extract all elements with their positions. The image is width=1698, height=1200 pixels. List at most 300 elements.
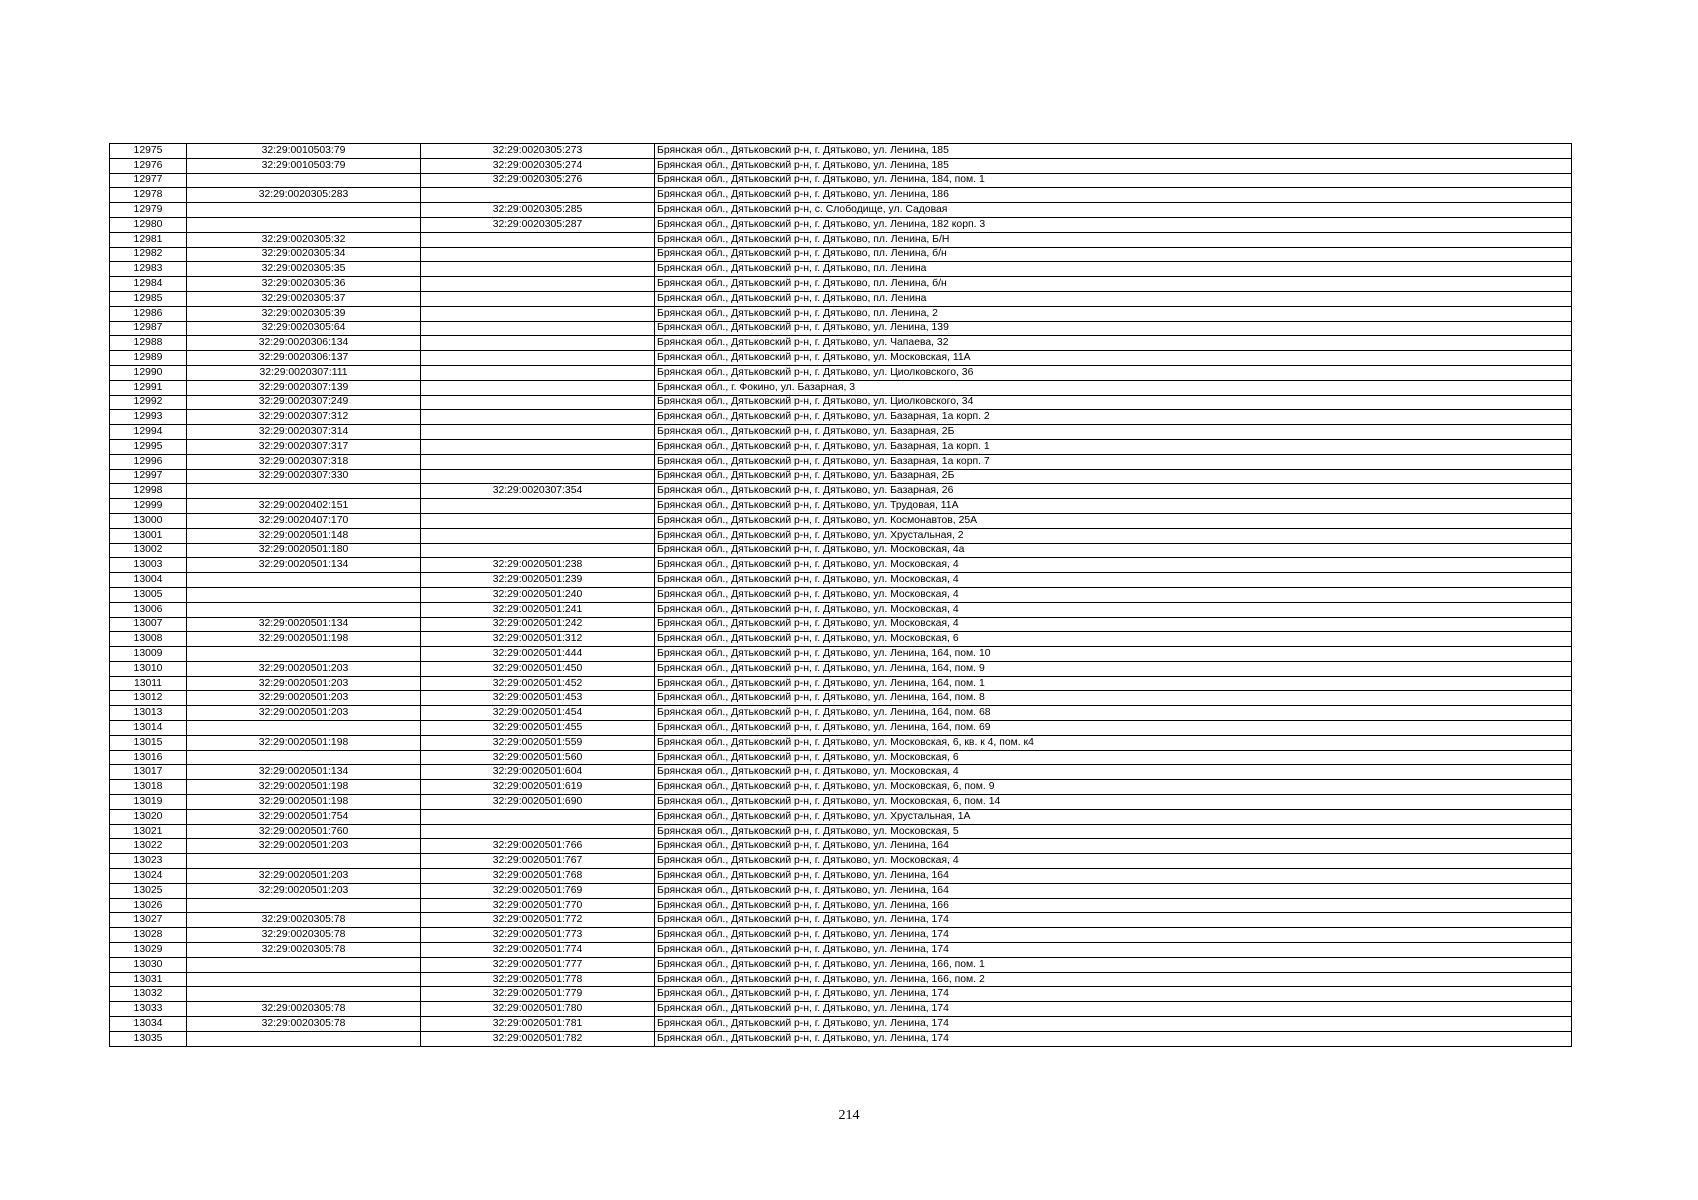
object-cadastral-number-cell: [421, 291, 655, 306]
parcel-cadastral-number-cell: 32:29:0020305:78: [187, 1017, 421, 1032]
row-number-cell: 13000: [110, 513, 187, 528]
table-row: [110, 824, 1572, 839]
table-row: [110, 499, 1572, 514]
table-row: [110, 425, 1572, 440]
address-cell: Брянская обл., Дятьковский р-н, г. Дятьково, ул. Московская, 5: [655, 824, 1572, 839]
object-cadastral-number-cell: 32:29:0020501:454: [421, 706, 655, 721]
parcel-cadastral-number-cell: 32:29:0020307:249: [187, 395, 421, 410]
row-number-cell: 13002: [110, 543, 187, 558]
registry-table-body: [110, 144, 1572, 1047]
parcel-cadastral-number-cell: 32:29:0020501:198: [187, 780, 421, 795]
table-row: [110, 395, 1572, 410]
object-cadastral-number-cell: 32:29:0020501:772: [421, 913, 655, 928]
row-number-cell: 12984: [110, 277, 187, 292]
row-number-cell: 13017: [110, 765, 187, 780]
parcel-cadastral-number-cell: 32:29:0020501:203: [187, 839, 421, 854]
table-row: [110, 247, 1572, 262]
parcel-cadastral-number-cell: [187, 587, 421, 602]
table-row: [110, 987, 1572, 1002]
address-cell: Брянская обл., Дятьковский р-н, г. Дятьково, ул. Ленина, 164, пом. 8: [655, 691, 1572, 706]
row-number-cell: 13022: [110, 839, 187, 854]
parcel-cadastral-number-cell: 32:29:0020501:148: [187, 528, 421, 543]
row-number-cell: 13004: [110, 573, 187, 588]
table-row: [110, 321, 1572, 336]
object-cadastral-number-cell: 32:29:0020501:779: [421, 987, 655, 1002]
object-cadastral-number-cell: 32:29:0020501:453: [421, 691, 655, 706]
row-number-cell: 13021: [110, 824, 187, 839]
address-cell: Брянская обл., Дятьковский р-н, г. Дятьково, ул. Базарная, 2Б: [655, 469, 1572, 484]
table-row: [110, 365, 1572, 380]
row-number-cell: 13032: [110, 987, 187, 1002]
parcel-cadastral-number-cell: 32:29:0020501:134: [187, 558, 421, 573]
object-cadastral-number-cell: [421, 439, 655, 454]
parcel-cadastral-number-cell: 32:29:0020501:203: [187, 883, 421, 898]
table-row: [110, 336, 1572, 351]
parcel-cadastral-number-cell: [187, 217, 421, 232]
parcel-cadastral-number-cell: 32:29:0020305:283: [187, 188, 421, 203]
object-cadastral-number-cell: [421, 395, 655, 410]
address-cell: Брянская обл., Дятьковский р-н, г. Дятьково, ул. Ленина, 164: [655, 869, 1572, 884]
object-cadastral-number-cell: [421, 336, 655, 351]
parcel-cadastral-number-cell: [187, 484, 421, 499]
row-number-cell: 13024: [110, 869, 187, 884]
address-cell: Брянская обл., Дятьковский р-н, г. Дятьково, ул. Московская, 4: [655, 573, 1572, 588]
address-cell: Брянская обл., Дятьковский р-н, г. Дятьково, ул. Циолковского, 36: [655, 365, 1572, 380]
table-row: [110, 144, 1572, 159]
row-number-cell: 13011: [110, 676, 187, 691]
table-row: [110, 943, 1572, 958]
object-cadastral-number-cell: 32:29:0020501:450: [421, 661, 655, 676]
object-cadastral-number-cell: [421, 513, 655, 528]
parcel-cadastral-number-cell: 32:29:0020501:754: [187, 809, 421, 824]
object-cadastral-number-cell: 32:29:0020501:444: [421, 647, 655, 662]
object-cadastral-number-cell: 32:29:0020305:273: [421, 144, 655, 159]
address-cell: Брянская обл., Дятьковский р-н, г. Дятьково, ул. Ленина, 166: [655, 898, 1572, 913]
row-number-cell: 13014: [110, 721, 187, 736]
address-cell: Брянская обл., Дятьковский р-н, г. Дятьково, пл. Ленина: [655, 262, 1572, 277]
address-cell: Брянская обл., Дятьковский р-н, г. Дятьково, ул. Ленина, 174: [655, 943, 1572, 958]
parcel-cadastral-number-cell: 32:29:0020305:35: [187, 262, 421, 277]
object-cadastral-number-cell: 32:29:0020501:778: [421, 972, 655, 987]
table-row: [110, 676, 1572, 691]
address-cell: Брянская обл., Дятьковский р-н, г. Дятьково, ул. Московская, 6, кв. к 4, пом. к4: [655, 735, 1572, 750]
row-number-cell: 12989: [110, 351, 187, 366]
row-number-cell: 12978: [110, 188, 187, 203]
object-cadastral-number-cell: 32:29:0020501:240: [421, 587, 655, 602]
parcel-cadastral-number-cell: 32:29:0020305:37: [187, 291, 421, 306]
table-row: [110, 306, 1572, 321]
address-cell: Брянская обл., Дятьковский р-н, г. Дятьково, ул. Ленина, 164, пом. 10: [655, 647, 1572, 662]
table-row: [110, 928, 1572, 943]
object-cadastral-number-cell: [421, 499, 655, 514]
row-number-cell: 13016: [110, 750, 187, 765]
address-cell: Брянская обл., Дятьковский р-н, г. Дятьково, ул. Базарная, 1а корп. 1: [655, 439, 1572, 454]
table-row: [110, 795, 1572, 810]
row-number-cell: 12996: [110, 454, 187, 469]
address-cell: Брянская обл., Дятьковский р-н, г. Дятьково, ул. Московская, 6, пом. 14: [655, 795, 1572, 810]
table-row: [110, 454, 1572, 469]
address-cell: Брянская обл., Дятьковский р-н, г. Дятьково, ул. Ленина, 185: [655, 158, 1572, 173]
parcel-cadastral-number-cell: 32:29:0020307:330: [187, 469, 421, 484]
row-number-cell: 13010: [110, 661, 187, 676]
table-row: [110, 1017, 1572, 1032]
parcel-cadastral-number-cell: 32:29:0020305:78: [187, 1002, 421, 1017]
parcel-cadastral-number-cell: 32:29:0020501:203: [187, 661, 421, 676]
parcel-cadastral-number-cell: 32:29:0020305:78: [187, 943, 421, 958]
address-cell: Брянская обл., Дятьковский р-н, г. Дятьково, ул. Московская, 6: [655, 632, 1572, 647]
address-cell: Брянская обл., Дятьковский р-н, г. Дятьково, ул. Ленина, 174: [655, 928, 1572, 943]
parcel-cadastral-number-cell: [187, 602, 421, 617]
table-row: [110, 203, 1572, 218]
object-cadastral-number-cell: [421, 824, 655, 839]
address-cell: Брянская обл., Дятьковский р-н, г. Дятьково, ул. Ленина, 174: [655, 913, 1572, 928]
address-cell: Брянская обл., Дятьковский р-н, г. Дятьково, ул. Московская, 4: [655, 587, 1572, 602]
parcel-cadastral-number-cell: 32:29:0020501:203: [187, 706, 421, 721]
row-number-cell: 13006: [110, 602, 187, 617]
table-row: [110, 291, 1572, 306]
table-row: [110, 765, 1572, 780]
table-row: [110, 558, 1572, 573]
row-number-cell: 13034: [110, 1017, 187, 1032]
row-number-cell: 12983: [110, 262, 187, 277]
row-number-cell: 12991: [110, 380, 187, 395]
parcel-cadastral-number-cell: 32:29:0020305:36: [187, 277, 421, 292]
address-cell: Брянская обл., Дятьковский р-н, с. Слободище, ул. Садовая: [655, 203, 1572, 218]
row-number-cell: 13026: [110, 898, 187, 913]
row-number-cell: 13018: [110, 780, 187, 795]
row-number-cell: 12977: [110, 173, 187, 188]
address-cell: Брянская обл., Дятьковский р-н, г. Дятьково, ул. Космонавтов, 25А: [655, 513, 1572, 528]
parcel-cadastral-number-cell: 32:29:0020407:170: [187, 513, 421, 528]
table-row: [110, 898, 1572, 913]
row-number-cell: 12995: [110, 439, 187, 454]
parcel-cadastral-number-cell: 32:29:0020307:314: [187, 425, 421, 440]
address-cell: Брянская обл., Дятьковский р-н, г. Дятьково, ул. Московская, 6: [655, 750, 1572, 765]
address-cell: Брянская обл., Дятьковский р-н, г. Дятьково, ул. Ленина, 164, пом. 1: [655, 676, 1572, 691]
object-cadastral-number-cell: 32:29:0020501:455: [421, 721, 655, 736]
address-cell: Брянская обл., Дятьковский р-н, г. Дятьково, ул. Базарная, 26: [655, 484, 1572, 499]
table-row: [110, 883, 1572, 898]
row-number-cell: 13008: [110, 632, 187, 647]
parcel-cadastral-number-cell: 32:29:0020501:198: [187, 735, 421, 750]
parcel-cadastral-number-cell: [187, 647, 421, 662]
row-number-cell: 12993: [110, 410, 187, 425]
object-cadastral-number-cell: 32:29:0020501:774: [421, 943, 655, 958]
object-cadastral-number-cell: 32:29:0020501:241: [421, 602, 655, 617]
object-cadastral-number-cell: 32:29:0020501:782: [421, 1031, 655, 1046]
address-cell: Брянская обл., Дятьковский р-н, г. Дятьково, ул. Ленина, 174: [655, 1002, 1572, 1017]
object-cadastral-number-cell: [421, 528, 655, 543]
row-number-cell: 13025: [110, 883, 187, 898]
object-cadastral-number-cell: [421, 232, 655, 247]
parcel-cadastral-number-cell: 32:29:0020501:203: [187, 869, 421, 884]
table-row: [110, 262, 1572, 277]
row-number-cell: 12990: [110, 365, 187, 380]
row-number-cell: 13031: [110, 972, 187, 987]
object-cadastral-number-cell: [421, 306, 655, 321]
row-number-cell: 13003: [110, 558, 187, 573]
row-number-cell: 12979: [110, 203, 187, 218]
parcel-cadastral-number-cell: 32:29:0020501:760: [187, 824, 421, 839]
table-row: [110, 410, 1572, 425]
address-cell: Брянская обл., Дятьковский р-н, г. Дятьково, ул. Хрустальная, 2: [655, 528, 1572, 543]
address-cell: Брянская обл., Дятьковский р-н, г. Дятьково, пл. Ленина, б/н: [655, 247, 1572, 262]
address-cell: Брянская обл., Дятьковский р-н, г. Дятьково, ул. Ленина, 174: [655, 987, 1572, 1002]
table-row: [110, 543, 1572, 558]
object-cadastral-number-cell: 32:29:0020501:770: [421, 898, 655, 913]
object-cadastral-number-cell: 32:29:0020305:285: [421, 203, 655, 218]
row-number-cell: 12985: [110, 291, 187, 306]
object-cadastral-number-cell: [421, 543, 655, 558]
object-cadastral-number-cell: [421, 380, 655, 395]
address-cell: Брянская обл., Дятьковский р-н, г. Дятьково, ул. Ленина, 164, пом. 68: [655, 706, 1572, 721]
object-cadastral-number-cell: 32:29:0020305:274: [421, 158, 655, 173]
object-cadastral-number-cell: [421, 188, 655, 203]
table-row: [110, 439, 1572, 454]
row-number-cell: 12982: [110, 247, 187, 262]
address-cell: Брянская обл., Дятьковский р-н, г. Дятьково, ул. Чапаева, 32: [655, 336, 1572, 351]
table-row: [110, 750, 1572, 765]
address-cell: Брянская обл., Дятьковский р-н, г. Дятьково, ул. Ленина, 164, пом. 69: [655, 721, 1572, 736]
parcel-cadastral-number-cell: 32:29:0020307:139: [187, 380, 421, 395]
object-cadastral-number-cell: 32:29:0020501:619: [421, 780, 655, 795]
table-row: [110, 173, 1572, 188]
row-number-cell: 12997: [110, 469, 187, 484]
address-cell: Брянская обл., Дятьковский р-н, г. Дятьково, ул. Трудовая, 11А: [655, 499, 1572, 514]
row-number-cell: 13019: [110, 795, 187, 810]
table-row: [110, 691, 1572, 706]
table-row: [110, 735, 1572, 750]
parcel-cadastral-number-cell: [187, 957, 421, 972]
row-number-cell: 13009: [110, 647, 187, 662]
object-cadastral-number-cell: [421, 410, 655, 425]
parcel-cadastral-number-cell: 32:29:0020306:137: [187, 351, 421, 366]
parcel-cadastral-number-cell: [187, 721, 421, 736]
object-cadastral-number-cell: 32:29:0020501:238: [421, 558, 655, 573]
address-cell: Брянская обл., Дятьковский р-н, г. Дятьково, ул. Базарная, 1а корп. 2: [655, 410, 1572, 425]
table-row: [110, 232, 1572, 247]
parcel-cadastral-number-cell: [187, 573, 421, 588]
row-number-cell: 13033: [110, 1002, 187, 1017]
object-cadastral-number-cell: [421, 262, 655, 277]
row-number-cell: 13028: [110, 928, 187, 943]
object-cadastral-number-cell: 32:29:0020307:354: [421, 484, 655, 499]
parcel-cadastral-number-cell: 32:29:0020501:198: [187, 795, 421, 810]
parcel-cadastral-number-cell: 32:29:0020501:203: [187, 676, 421, 691]
table-row: [110, 854, 1572, 869]
parcel-cadastral-number-cell: 32:29:0020305:78: [187, 928, 421, 943]
object-cadastral-number-cell: 32:29:0020501:312: [421, 632, 655, 647]
table-row: [110, 513, 1572, 528]
address-cell: Брянская обл., Дятьковский р-н, г. Дятьково, ул. Московская, 11А: [655, 351, 1572, 366]
address-cell: Брянская обл., Дятьковский р-н, г. Дятьково, ул. Ленина, 182 корп. 3: [655, 217, 1572, 232]
row-number-cell: 13005: [110, 587, 187, 602]
row-number-cell: 12994: [110, 425, 187, 440]
object-cadastral-number-cell: [421, 277, 655, 292]
object-cadastral-number-cell: 32:29:0020501:560: [421, 750, 655, 765]
table-row: [110, 869, 1572, 884]
parcel-cadastral-number-cell: 32:29:0020501:203: [187, 691, 421, 706]
table-row: [110, 617, 1572, 632]
table-row: [110, 351, 1572, 366]
table-row: [110, 972, 1572, 987]
page-number: 214: [838, 1108, 860, 1123]
parcel-cadastral-number-cell: [187, 1031, 421, 1046]
row-number-cell: 12976: [110, 158, 187, 173]
registry-table: [109, 143, 1572, 1047]
address-cell: Брянская обл., Дятьковский р-н, г. Дятьково, ул. Ленина, 174: [655, 1031, 1572, 1046]
table-row: [110, 632, 1572, 647]
parcel-cadastral-number-cell: [187, 173, 421, 188]
table-row: [110, 809, 1572, 824]
object-cadastral-number-cell: 32:29:0020501:768: [421, 869, 655, 884]
address-cell: Брянская обл., Дятьковский р-н, г. Дятьково, ул. Ленина, 166, пом. 1: [655, 957, 1572, 972]
address-cell: Брянская обл., Дятьковский р-н, г. Дятьково, ул. Ленина, 164: [655, 839, 1572, 854]
table-row: [110, 587, 1572, 602]
table-row: [110, 469, 1572, 484]
address-cell: Брянская обл., Дятьковский р-н, г. Дятьково, ул. Московская, 4: [655, 617, 1572, 632]
address-cell: Брянская обл., Дятьковский р-н, г. Дятьково, ул. Ленина, 164, пом. 9: [655, 661, 1572, 676]
address-cell: Брянская обл., Дятьковский р-н, г. Дятьково, ул. Ленина, 139: [655, 321, 1572, 336]
parcel-cadastral-number-cell: 32:29:0020402:151: [187, 499, 421, 514]
object-cadastral-number-cell: 32:29:0020305:287: [421, 217, 655, 232]
address-cell: Брянская обл., Дятьковский р-н, г. Дятьково, ул. Ленина, 184, пом. 1: [655, 173, 1572, 188]
object-cadastral-number-cell: [421, 321, 655, 336]
parcel-cadastral-number-cell: [187, 972, 421, 987]
parcel-cadastral-number-cell: [187, 750, 421, 765]
row-number-cell: 13030: [110, 957, 187, 972]
address-cell: Брянская обл., Дятьковский р-н, г. Дятьково, ул. Ленина, 166, пом. 2: [655, 972, 1572, 987]
table-row: [110, 188, 1572, 203]
object-cadastral-number-cell: 32:29:0020501:452: [421, 676, 655, 691]
parcel-cadastral-number-cell: 32:29:0020305:34: [187, 247, 421, 262]
table-row: [110, 1002, 1572, 1017]
parcel-cadastral-number-cell: 32:29:0020305:39: [187, 306, 421, 321]
parcel-cadastral-number-cell: 32:29:0020501:134: [187, 765, 421, 780]
table-row: [110, 957, 1572, 972]
table-row: [110, 484, 1572, 499]
row-number-cell: 13007: [110, 617, 187, 632]
parcel-cadastral-number-cell: 32:29:0020501:180: [187, 543, 421, 558]
object-cadastral-number-cell: 32:29:0020501:239: [421, 573, 655, 588]
table-row: [110, 380, 1572, 395]
parcel-cadastral-number-cell: [187, 987, 421, 1002]
parcel-cadastral-number-cell: 32:29:0020305:32: [187, 232, 421, 247]
parcel-cadastral-number-cell: [187, 898, 421, 913]
row-number-cell: 13027: [110, 913, 187, 928]
object-cadastral-number-cell: 32:29:0020501:773: [421, 928, 655, 943]
row-number-cell: 12980: [110, 217, 187, 232]
table-row: [110, 780, 1572, 795]
table-row: [110, 661, 1572, 676]
object-cadastral-number-cell: [421, 454, 655, 469]
row-number-cell: 13015: [110, 735, 187, 750]
parcel-cadastral-number-cell: 32:29:0020307:111: [187, 365, 421, 380]
address-cell: Брянская обл., Дятьковский р-н, г. Дятьково, ул. Ленина, 164: [655, 883, 1572, 898]
row-number-cell: 12986: [110, 306, 187, 321]
address-cell: Брянская обл., Дятьковский р-н, г. Дятьково, ул. Московская, 4: [655, 602, 1572, 617]
table-row: [110, 573, 1572, 588]
object-cadastral-number-cell: [421, 809, 655, 824]
object-cadastral-number-cell: 32:29:0020501:780: [421, 1002, 655, 1017]
row-number-cell: 13029: [110, 943, 187, 958]
row-number-cell: 12988: [110, 336, 187, 351]
row-number-cell: 13023: [110, 854, 187, 869]
address-cell: Брянская обл., Дятьковский р-н, г. Дятьково, ул. Циолковского, 34: [655, 395, 1572, 410]
object-cadastral-number-cell: 32:29:0020501:766: [421, 839, 655, 854]
object-cadastral-number-cell: [421, 469, 655, 484]
object-cadastral-number-cell: 32:29:0020501:769: [421, 883, 655, 898]
row-number-cell: 13012: [110, 691, 187, 706]
address-cell: Брянская обл., Дятьковский р-н, г. Дятьково, ул. Ленина, 186: [655, 188, 1572, 203]
parcel-cadastral-number-cell: [187, 854, 421, 869]
row-number-cell: 12987: [110, 321, 187, 336]
row-number-cell: 13035: [110, 1031, 187, 1046]
address-cell: Брянская обл., Дятьковский р-н, г. Дятьково, ул. Базарная, 2Б: [655, 425, 1572, 440]
parcel-cadastral-number-cell: 32:29:0020501:134: [187, 617, 421, 632]
table-row: [110, 1031, 1572, 1046]
parcel-cadastral-number-cell: 32:29:0020305:64: [187, 321, 421, 336]
object-cadastral-number-cell: 32:29:0020501:242: [421, 617, 655, 632]
address-cell: Брянская обл., Дятьковский р-н, г. Дятьково, ул. Московская, 6, пом. 9: [655, 780, 1572, 795]
object-cadastral-number-cell: [421, 247, 655, 262]
table-row: [110, 217, 1572, 232]
table-row: [110, 158, 1572, 173]
address-cell: Брянская обл., г. Фокино, ул. Базарная, 3: [655, 380, 1572, 395]
row-number-cell: 12992: [110, 395, 187, 410]
parcel-cadastral-number-cell: 32:29:0010503:79: [187, 158, 421, 173]
parcel-cadastral-number-cell: 32:29:0020307:312: [187, 410, 421, 425]
address-cell: Брянская обл., Дятьковский р-н, г. Дятьково, ул. Ленина, 174: [655, 1017, 1572, 1032]
parcel-cadastral-number-cell: [187, 203, 421, 218]
parcel-cadastral-number-cell: 32:29:0020307:317: [187, 439, 421, 454]
table-row: [110, 913, 1572, 928]
object-cadastral-number-cell: 32:29:0020501:777: [421, 957, 655, 972]
object-cadastral-number-cell: [421, 425, 655, 440]
parcel-cadastral-number-cell: 32:29:0020305:78: [187, 913, 421, 928]
table-row: [110, 277, 1572, 292]
address-cell: Брянская обл., Дятьковский р-н, г. Дятьково, пл. Ленина: [655, 291, 1572, 306]
table-row: [110, 706, 1572, 721]
row-number-cell: 12999: [110, 499, 187, 514]
row-number-cell: 12981: [110, 232, 187, 247]
address-cell: Брянская обл., Дятьковский р-н, г. Дятьково, ул. Московская, 4: [655, 765, 1572, 780]
table-row: [110, 721, 1572, 736]
object-cadastral-number-cell: 32:29:0020501:767: [421, 854, 655, 869]
address-cell: Брянская обл., Дятьковский р-н, г. Дятьково, ул. Базарная, 1а корп. 7: [655, 454, 1572, 469]
address-cell: Брянская обл., Дятьковский р-н, г. Дятьково, пл. Ленина, Б/Н: [655, 232, 1572, 247]
address-cell: Брянская обл., Дятьковский р-н, г. Дятьково, пл. Ленина, 2: [655, 306, 1572, 321]
object-cadastral-number-cell: [421, 351, 655, 366]
table-row: [110, 647, 1572, 662]
address-cell: Брянская обл., Дятьковский р-н, г. Дятьково, пл. Ленина, б/н: [655, 277, 1572, 292]
address-cell: Брянская обл., Дятьковский р-н, г. Дятьково, ул. Московская, 4: [655, 854, 1572, 869]
parcel-cadastral-number-cell: 32:29:0010503:79: [187, 144, 421, 159]
row-number-cell: 13001: [110, 528, 187, 543]
row-number-cell: 13020: [110, 809, 187, 824]
parcel-cadastral-number-cell: 32:29:0020307:318: [187, 454, 421, 469]
object-cadastral-number-cell: 32:29:0020501:604: [421, 765, 655, 780]
table-row: [110, 839, 1572, 854]
address-cell: Брянская обл., Дятьковский р-н, г. Дятьково, ул. Ленина, 185: [655, 144, 1572, 159]
table-row: [110, 528, 1572, 543]
row-number-cell: 12998: [110, 484, 187, 499]
table-row: [110, 602, 1572, 617]
object-cadastral-number-cell: 32:29:0020305:276: [421, 173, 655, 188]
object-cadastral-number-cell: [421, 365, 655, 380]
parcel-cadastral-number-cell: 32:29:0020501:198: [187, 632, 421, 647]
address-cell: Брянская обл., Дятьковский р-н, г. Дятьково, ул. Московская, 4: [655, 558, 1572, 573]
